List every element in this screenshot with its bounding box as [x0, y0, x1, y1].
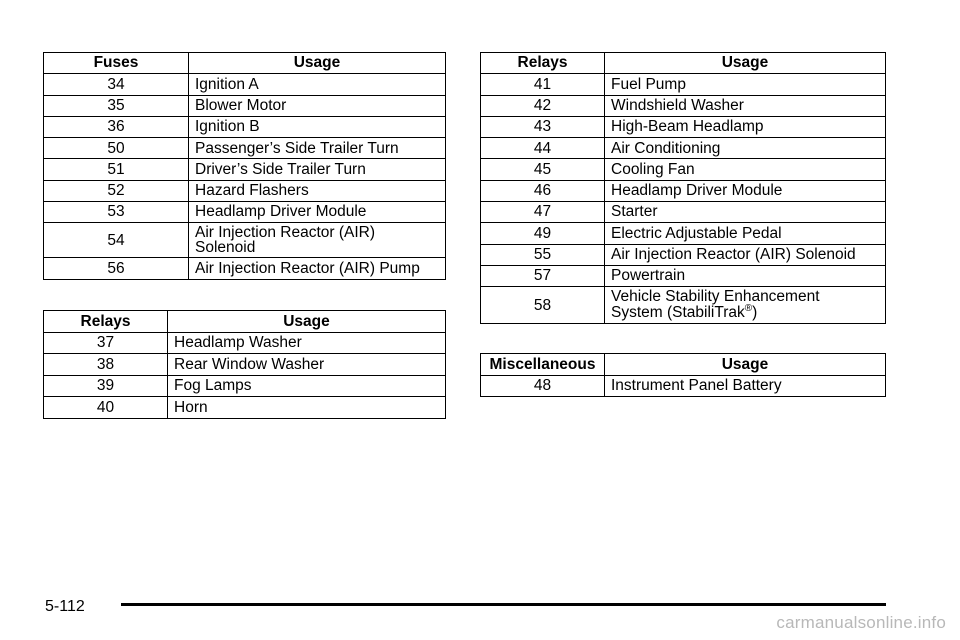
relay-number: 39 [44, 375, 168, 397]
fuse-usage: Ignition B [189, 116, 446, 137]
relay-usage: Powertrain [605, 265, 886, 286]
fuse-number: 50 [44, 138, 189, 159]
table-row [44, 332, 446, 354]
table-header-row [44, 53, 446, 74]
relay-usage: Starter [605, 202, 886, 223]
table-row [44, 138, 446, 159]
fuses-header: Fuses [44, 53, 189, 74]
table-row [481, 375, 886, 397]
usage-header: Usage [168, 311, 446, 333]
watermark: carmanualsonline.info [776, 613, 946, 632]
relay-usage: Electric Adjustable Pedal [605, 223, 886, 244]
table-row [44, 180, 446, 201]
table-header-row [44, 311, 446, 333]
relay-usage-line2: System (StabiliTrak [611, 304, 745, 322]
relays-table-left [43, 310, 446, 419]
fuse-number: 36 [44, 116, 189, 137]
table-row [481, 287, 886, 324]
table-row [44, 375, 446, 397]
miscellaneous-table [480, 353, 886, 397]
fuse-usage-line1: Air Injection Reactor (AIR) [195, 223, 376, 241]
fuse-number: 35 [44, 95, 189, 116]
relay-usage: Fog Lamps [168, 375, 446, 397]
table-row [481, 74, 886, 95]
footer-rule [121, 603, 886, 606]
relay-number: 44 [481, 138, 605, 159]
table-row [481, 223, 886, 244]
table-row [44, 95, 446, 116]
relay-number: 49 [481, 223, 605, 244]
fuse-usage: Air Injection Reactor (AIR) Pump [189, 258, 446, 279]
registered-mark: ® [744, 303, 753, 315]
table-row [481, 116, 886, 137]
fuses-table [43, 52, 446, 280]
fuse-number: 34 [44, 74, 189, 95]
relay-usage-line1: Vehicle Stability Enhancement [611, 288, 820, 306]
fuse-usage: Blower Motor [189, 95, 446, 116]
table-row [44, 116, 446, 137]
fuse-number: 54 [44, 223, 189, 258]
table-row [44, 74, 446, 95]
relay-number: 58 [481, 287, 605, 324]
relay-usage: High-Beam Headlamp [605, 116, 886, 137]
relay-usage: Rear Window Washer [168, 354, 446, 376]
relay-usage: Fuel Pump [605, 74, 886, 95]
fuse-usage: Headlamp Driver Module [189, 202, 446, 223]
relay-usage: Windshield Washer [605, 95, 886, 116]
fuse-usage-line2: Solenoid [195, 239, 256, 257]
table-row [481, 95, 886, 116]
relay-number: 55 [481, 244, 605, 265]
table-row [481, 180, 886, 201]
fuse-number: 53 [44, 202, 189, 223]
usage-header: Usage [189, 53, 446, 74]
relay-usage: Air Injection Reactor (AIR) Solenoid [605, 244, 886, 265]
table-row [481, 202, 886, 223]
table-row [481, 138, 886, 159]
fuse-number: 51 [44, 159, 189, 180]
relay-usage: Headlamp Washer [168, 332, 446, 354]
table-row [44, 223, 446, 258]
relay-number: 37 [44, 332, 168, 354]
table-row [44, 397, 446, 419]
fuse-usage: Passenger’s Side Trailer Turn [189, 138, 446, 159]
misc-usage: Instrument Panel Battery [605, 375, 886, 397]
table-header-row [481, 53, 886, 74]
relay-usage [605, 287, 886, 324]
table-row [481, 244, 886, 265]
table-row [481, 159, 886, 180]
relay-number: 47 [481, 202, 605, 223]
table-header-row [481, 354, 886, 376]
relay-usage: Headlamp Driver Module [605, 180, 886, 201]
fuse-usage: Ignition A [189, 74, 446, 95]
relay-number: 46 [481, 180, 605, 201]
table-row [44, 258, 446, 279]
relays-header: Relays [44, 311, 168, 333]
relay-usage: Air Conditioning [605, 138, 886, 159]
relay-usage-tail: ) [752, 304, 758, 322]
usage-header: Usage [605, 53, 886, 74]
relay-number: 40 [44, 397, 168, 419]
miscellaneous-header: Miscellaneous [481, 354, 605, 376]
fuse-number: 52 [44, 180, 189, 201]
relay-number: 43 [481, 116, 605, 137]
relay-number: 41 [481, 74, 605, 95]
relay-usage: Horn [168, 397, 446, 419]
table-row [44, 159, 446, 180]
fuse-usage [189, 223, 446, 258]
fuse-number: 56 [44, 258, 189, 279]
relay-number: 57 [481, 265, 605, 286]
fuse-usage: Hazard Flashers [189, 180, 446, 201]
fuse-usage: Driver’s Side Trailer Turn [189, 159, 446, 180]
relays-table-right [480, 52, 886, 324]
page-number: 5-112 [45, 598, 85, 615]
table-row [44, 354, 446, 376]
relays-header: Relays [481, 53, 605, 74]
relay-number: 42 [481, 95, 605, 116]
misc-number: 48 [481, 375, 605, 397]
relay-number: 45 [481, 159, 605, 180]
table-row [481, 265, 886, 286]
relay-usage: Cooling Fan [605, 159, 886, 180]
relay-number: 38 [44, 354, 168, 376]
usage-header: Usage [605, 354, 886, 376]
table-row [44, 202, 446, 223]
